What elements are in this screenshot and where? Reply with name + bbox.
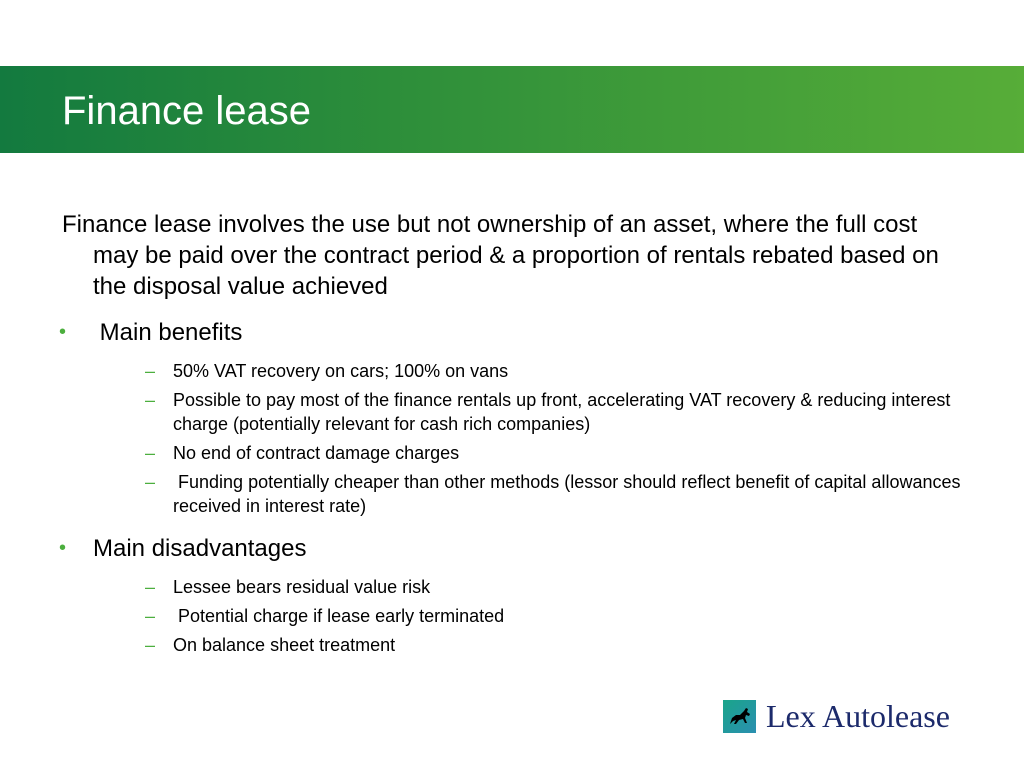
benefits-section — [59, 317, 966, 518]
list-item — [145, 604, 973, 628]
benefits-heading: Main benefits — [93, 319, 243, 346]
list-item — [145, 441, 973, 465]
dash-icon: – — [145, 361, 156, 381]
benefit-text: 50% VAT recovery on cars; 100% on vans — [173, 361, 509, 381]
list-item — [145, 470, 973, 518]
disadvantage-text: On balance sheet treatment — [173, 635, 396, 655]
dash-icon: – — [145, 577, 156, 597]
disadvantages-heading: Main disadvantages — [93, 535, 307, 562]
disadvantage-text: Potential charge if lease early terminated — [173, 606, 505, 626]
intro-paragraph: Finance lease involves the use but not ownership of an asset, where the full cost may be paid over the contract period & a proportion of rentals rebated based on the disposal value achieved — [62, 211, 939, 300]
dash-icon: – — [145, 472, 156, 492]
dash-icon: – — [145, 606, 156, 626]
title-band — [0, 66, 1024, 153]
slide-title: Finance lease — [62, 89, 312, 133]
dash-icon: – — [145, 635, 156, 655]
list-item — [145, 633, 973, 657]
black-horse-icon — [723, 700, 756, 733]
lex-autolease-logo — [723, 700, 983, 736]
list-item — [145, 359, 973, 383]
list-item — [145, 575, 973, 599]
bullet-icon: • — [59, 321, 67, 343]
dash-icon: – — [145, 443, 156, 463]
disadvantages-section — [59, 533, 962, 657]
bullet-icon: • — [59, 537, 67, 559]
dash-icon: – — [145, 390, 156, 410]
benefits-list — [145, 359, 966, 518]
disadvantages-list — [145, 575, 962, 657]
slide-content — [59, 209, 966, 662]
list-item — [145, 388, 973, 436]
logo-text: Lex Autolease — [766, 698, 950, 734]
benefit-text: No end of contract damage charges — [173, 443, 460, 463]
benefit-text: Possible to pay most of the finance rentals up front, accelerating VAT recovery & reducing interest charge (potentially relevant for cash rich companies) — [173, 390, 951, 434]
disadvantage-text: Lessee bears residual value risk — [173, 577, 431, 597]
benefit-text: Funding potentially cheaper than other methods (lessor should reflect benefit of capital allowances received in interest rate) — [173, 472, 966, 516]
